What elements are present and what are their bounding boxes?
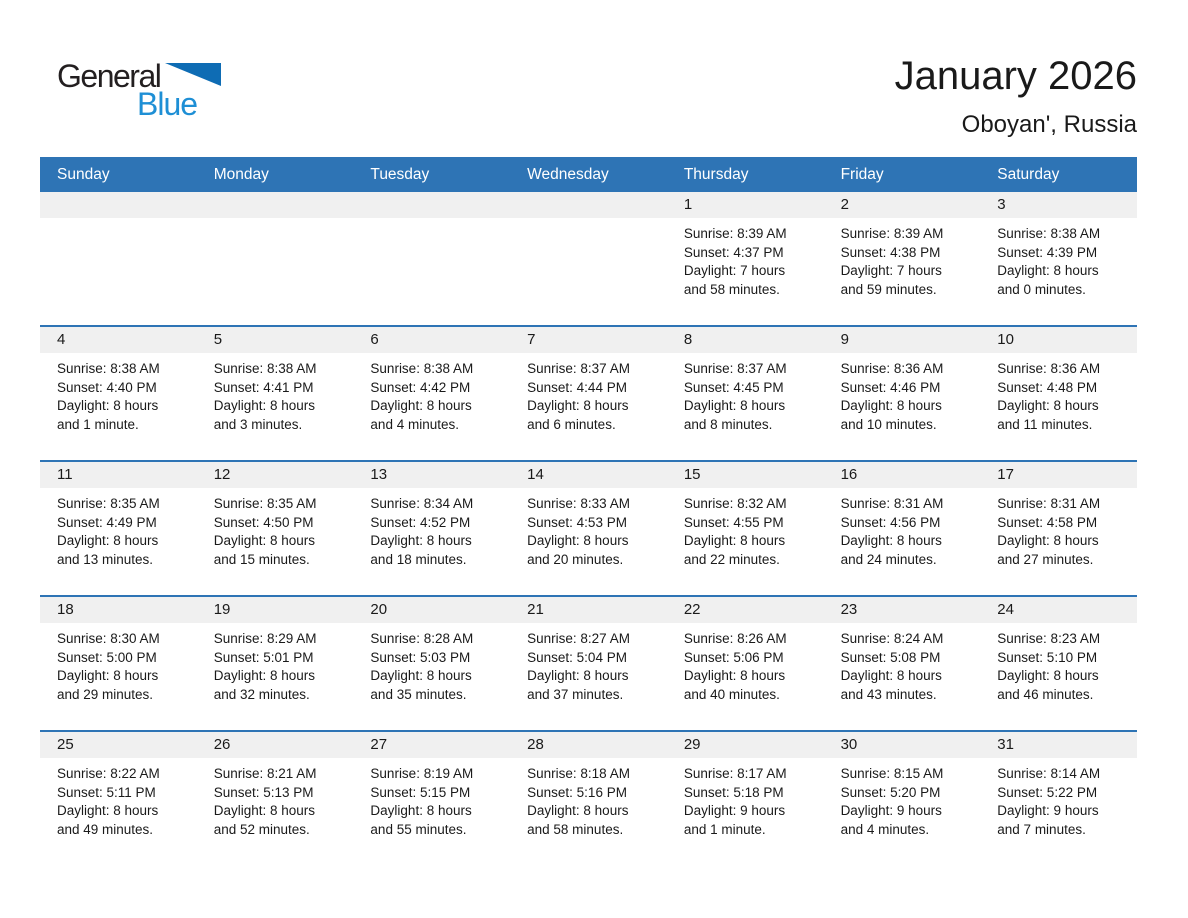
sunrise-line: Sunrise: 8:35 AM [213, 496, 317, 511]
day-cell-body [510, 623, 667, 704]
sunrise-line: Sunrise: 8:31 AM [997, 496, 1101, 511]
weekday-header-saturday: Saturday [997, 165, 1060, 183]
day-number-band [510, 597, 667, 623]
day-number-band [824, 732, 981, 758]
daylight-hours-line: Daylight: 8 hours [683, 398, 786, 413]
daylight-hours-line: Daylight: 8 hours [840, 398, 942, 413]
day-cell-21 [510, 597, 667, 730]
sunrise-line: Sunrise: 8:17 AM [683, 766, 787, 781]
day-cell-body [40, 488, 197, 569]
day-cell-body [667, 758, 824, 839]
daylight-minutes-line: and 58 minutes. [527, 821, 624, 837]
daylight-minutes-line: and 46 minutes. [997, 686, 1094, 702]
day-cell-26 [197, 732, 354, 865]
day-cell-empty [40, 192, 197, 325]
daylight-hours-line: Daylight: 8 hours [57, 398, 159, 413]
sunset-line: Sunset: 5:22 PM [997, 784, 1098, 800]
sunrise-line: Sunrise: 8:34 AM [370, 496, 474, 511]
sunrise-line: Sunrise: 8:22 AM [57, 766, 160, 781]
day-number-band [40, 192, 197, 218]
daylight-hours-line: Daylight: 8 hours [527, 533, 629, 548]
daylight-minutes-line: and 52 minutes. [213, 821, 310, 837]
daylight-minutes-line: and 0 minutes. [997, 281, 1086, 297]
daylight-minutes-line: and 7 minutes. [997, 821, 1086, 837]
weekday-header-tuesday: Tuesday [370, 165, 430, 183]
daylight-hours-line: Daylight: 8 hours [527, 398, 629, 413]
daylight-minutes-line: and 37 minutes. [527, 686, 624, 702]
day-cell-empty [510, 192, 667, 325]
sunset-line: Sunset: 4:48 PM [997, 379, 1098, 395]
daylight-minutes-line: and 1 minute. [57, 416, 139, 432]
daylight-hours-line: Daylight: 8 hours [57, 668, 159, 683]
day-number-band [353, 462, 510, 488]
sunset-line: Sunset: 5:10 PM [997, 649, 1098, 665]
day-number: 27 [370, 736, 388, 753]
daylight-hours-line: Daylight: 8 hours [997, 668, 1099, 683]
week-row-2 [40, 325, 1137, 460]
daylight-minutes-line: and 1 minute. [683, 821, 766, 837]
day-cell-body [824, 758, 981, 839]
daylight-hours-line: Daylight: 8 hours [527, 668, 629, 683]
sunrise-line: Sunrise: 8:15 AM [840, 766, 944, 781]
daylight-hours-line: Daylight: 8 hours [683, 668, 786, 683]
sunrise-line: Sunrise: 8:37 AM [683, 361, 787, 376]
daylight-hours-line: Daylight: 8 hours [683, 533, 786, 548]
daylight-hours-line: Daylight: 8 hours [213, 398, 316, 413]
day-number: 8 [683, 331, 693, 348]
sunrise-line: Sunrise: 8:19 AM [370, 766, 474, 781]
daylight-minutes-line: and 3 minutes. [213, 416, 303, 432]
sunset-line: Sunset: 4:53 PM [527, 514, 627, 530]
sunset-line: Sunset: 4:41 PM [213, 379, 314, 395]
day-number: 25 [57, 736, 74, 753]
daylight-minutes-line: and 43 minutes. [840, 686, 937, 702]
day-number: 23 [840, 601, 858, 618]
sunset-line: Sunset: 4:38 PM [840, 244, 941, 260]
daylight-hours-line: Daylight: 8 hours [840, 533, 942, 548]
day-number-band [353, 732, 510, 758]
week-row-4 [40, 595, 1137, 730]
sunrise-line: Sunrise: 8:31 AM [840, 496, 944, 511]
day-cell-body [667, 623, 824, 704]
day-cell-body [980, 758, 1137, 839]
day-number-band [353, 192, 510, 218]
daylight-minutes-line: and 18 minutes. [370, 551, 467, 567]
daylight-hours-line: Daylight: 9 hours [840, 803, 942, 818]
day-number: 2 [840, 196, 849, 213]
day-cell-24 [980, 597, 1137, 730]
day-cell-body [353, 488, 510, 569]
day-number-band [824, 462, 981, 488]
day-cell-16 [824, 462, 981, 595]
daylight-hours-line: Daylight: 8 hours [370, 533, 472, 548]
sunset-line: Sunset: 5:04 PM [527, 649, 627, 665]
day-number: 12 [213, 466, 231, 483]
day-cell-22 [667, 597, 824, 730]
sunset-line: Sunset: 5:06 PM [683, 649, 784, 665]
daylight-hours-line: Daylight: 8 hours [997, 533, 1099, 548]
sunset-line: Sunset: 4:40 PM [57, 379, 157, 395]
daylight-minutes-line: and 49 minutes. [57, 821, 154, 837]
day-number-band [667, 192, 824, 218]
day-number: 16 [840, 466, 858, 483]
daylight-minutes-line: and 6 minutes. [527, 416, 616, 432]
day-cell-19 [197, 597, 354, 730]
sunset-line: Sunset: 5:01 PM [213, 649, 314, 665]
weekday-header-wednesday: Wednesday [527, 165, 609, 183]
daylight-hours-line: Daylight: 8 hours [57, 533, 159, 548]
week-row-1 [40, 192, 1137, 325]
daylight-minutes-line: and 15 minutes. [213, 551, 310, 567]
day-cell-17 [980, 462, 1137, 595]
sunrise-line: Sunrise: 8:38 AM [370, 361, 474, 376]
title-block [895, 54, 1137, 139]
daylight-hours-line: Daylight: 8 hours [527, 803, 629, 818]
sunset-line: Sunset: 4:49 PM [57, 514, 157, 530]
day-number-band [824, 597, 981, 623]
day-number: 1 [683, 196, 693, 213]
day-number: 11 [57, 466, 73, 483]
day-number-band [980, 597, 1137, 623]
day-number-band [980, 462, 1137, 488]
daylight-hours-line: Daylight: 8 hours [213, 803, 316, 818]
sunset-line: Sunset: 4:58 PM [997, 514, 1098, 530]
day-number: 31 [997, 736, 1014, 753]
day-number: 28 [527, 736, 544, 753]
daylight-minutes-line: and 22 minutes. [683, 551, 780, 567]
day-cell-31 [980, 732, 1137, 865]
daylight-minutes-line: and 8 minutes. [683, 416, 773, 432]
sunrise-line: Sunrise: 8:36 AM [997, 361, 1101, 376]
day-number-band [353, 597, 510, 623]
page-title: January 2026 [894, 54, 1137, 98]
day-cell-25 [40, 732, 197, 865]
day-number: 5 [213, 331, 223, 348]
daylight-minutes-line: and 27 minutes. [997, 551, 1094, 567]
day-cell-11 [40, 462, 197, 595]
daylight-minutes-line: and 10 minutes. [840, 416, 937, 432]
calendar-body [40, 192, 1137, 865]
sunset-line: Sunset: 5:16 PM [527, 784, 627, 800]
day-number-band [197, 462, 354, 488]
day-number-band [667, 597, 824, 623]
day-number: 9 [840, 331, 849, 348]
day-cell-8 [667, 327, 824, 460]
day-number-band [667, 732, 824, 758]
day-number: 26 [213, 736, 231, 753]
day-cell-body [353, 758, 510, 839]
day-cell-1 [667, 192, 824, 325]
day-cell-body [667, 353, 824, 434]
daylight-minutes-line: and 13 minutes. [57, 551, 154, 567]
sunrise-line: Sunrise: 8:26 AM [683, 631, 787, 646]
page-subtitle: Oboyan', Russia [961, 111, 1137, 138]
day-cell-9 [824, 327, 981, 460]
day-cell-13 [353, 462, 510, 595]
day-number-band [353, 327, 510, 353]
sunrise-line: Sunrise: 8:21 AM [213, 766, 317, 781]
sunrise-line: Sunrise: 8:39 AM [840, 226, 944, 241]
sunset-line: Sunset: 4:37 PM [683, 244, 784, 260]
day-cell-28 [510, 732, 667, 865]
day-cell-body [197, 353, 354, 434]
day-cell-body [980, 623, 1137, 704]
day-cell-body [353, 623, 510, 704]
day-cell-empty [353, 192, 510, 325]
daylight-minutes-line: and 40 minutes. [683, 686, 780, 702]
logo-text-general: General [57, 58, 161, 94]
day-number-band [197, 597, 354, 623]
day-cell-20 [353, 597, 510, 730]
day-cell-27 [353, 732, 510, 865]
daylight-minutes-line: and 58 minutes. [683, 281, 780, 297]
day-cell-29 [667, 732, 824, 865]
logo-text-blue: Blue [137, 86, 198, 122]
daylight-minutes-line: and 59 minutes. [840, 281, 937, 297]
day-number: 6 [370, 331, 379, 348]
day-cell-body [667, 488, 824, 569]
sunset-line: Sunset: 5:03 PM [370, 649, 471, 665]
daylight-hours-line: Daylight: 8 hours [370, 668, 472, 683]
daylight-minutes-line: and 11 minutes. [997, 416, 1093, 432]
day-cell-body [824, 218, 981, 299]
day-number: 22 [683, 601, 701, 618]
sunrise-line: Sunrise: 8:18 AM [527, 766, 630, 781]
day-cell-body [197, 623, 354, 704]
day-number-band [197, 327, 354, 353]
day-cell-12 [197, 462, 354, 595]
weekday-header-sunday: Sunday [57, 165, 110, 183]
daylight-minutes-line: and 4 minutes. [840, 821, 930, 837]
weekday-header-thursday: Thursday [683, 165, 749, 183]
sunset-line: Sunset: 4:44 PM [527, 379, 627, 395]
day-cell-body [40, 758, 197, 839]
week-row-5 [40, 730, 1137, 865]
day-number: 10 [997, 331, 1014, 348]
day-cell-6 [353, 327, 510, 460]
daylight-minutes-line: and 35 minutes. [370, 686, 467, 702]
daylight-hours-line: Daylight: 8 hours [213, 668, 316, 683]
day-cell-body [353, 353, 510, 434]
sunrise-line: Sunrise: 8:38 AM [57, 361, 160, 376]
daylight-hours-line: Daylight: 8 hours [997, 398, 1099, 413]
day-cell-2 [824, 192, 981, 325]
day-number-band [667, 462, 824, 488]
day-cell-23 [824, 597, 981, 730]
day-cell-empty [197, 192, 354, 325]
daylight-hours-line: Daylight: 8 hours [370, 803, 472, 818]
day-number-band [980, 327, 1137, 353]
day-number: 20 [370, 601, 388, 618]
daylight-minutes-line: and 55 minutes. [370, 821, 467, 837]
general-blue-logo [57, 60, 221, 120]
day-cell-body [667, 218, 824, 299]
daylight-hours-line: Daylight: 7 hours [683, 263, 786, 278]
day-number: 18 [57, 601, 74, 618]
day-number-band [197, 732, 354, 758]
day-cell-3 [980, 192, 1137, 325]
sunset-line: Sunset: 4:42 PM [370, 379, 471, 395]
daylight-hours-line: Daylight: 8 hours [997, 263, 1099, 278]
sunrise-line: Sunrise: 8:27 AM [527, 631, 630, 646]
sunrise-line: Sunrise: 8:35 AM [57, 496, 160, 511]
day-number-band [197, 192, 354, 218]
sunset-line: Sunset: 4:56 PM [840, 514, 941, 530]
sunrise-line: Sunrise: 8:38 AM [997, 226, 1101, 241]
sunset-line: Sunset: 4:45 PM [683, 379, 784, 395]
day-number: 30 [840, 736, 858, 753]
daylight-hours-line: Daylight: 8 hours [840, 668, 942, 683]
daylight-hours-line: Daylight: 7 hours [840, 263, 942, 278]
day-number: 3 [997, 196, 1006, 213]
sunrise-line: Sunrise: 8:28 AM [370, 631, 474, 646]
day-cell-body [510, 353, 667, 434]
day-cell-18 [40, 597, 197, 730]
weekday-header-row [40, 157, 1137, 192]
day-cell-body [510, 488, 667, 569]
daylight-minutes-line: and 29 minutes. [57, 686, 154, 702]
sunset-line: Sunset: 4:55 PM [683, 514, 784, 530]
day-number: 7 [527, 331, 536, 348]
day-cell-body [40, 353, 197, 434]
day-cell-body [980, 353, 1137, 434]
sunset-line: Sunset: 5:20 PM [840, 784, 941, 800]
day-cell-body [824, 353, 981, 434]
day-number-band [667, 327, 824, 353]
day-number: 21 [527, 601, 544, 618]
day-cell-body [40, 623, 197, 704]
sunrise-line: Sunrise: 8:23 AM [997, 631, 1101, 646]
day-cell-30 [824, 732, 981, 865]
daylight-minutes-line: and 24 minutes. [840, 551, 937, 567]
calendar-table [40, 157, 1137, 865]
daylight-minutes-line: and 20 minutes. [527, 551, 624, 567]
sunrise-line: Sunrise: 8:24 AM [840, 631, 944, 646]
sunset-line: Sunset: 4:50 PM [213, 514, 314, 530]
day-number-band [40, 327, 197, 353]
day-number: 15 [683, 466, 701, 483]
day-number: 14 [527, 466, 544, 483]
day-number: 17 [997, 466, 1014, 483]
sunset-line: Sunset: 5:11 PM [57, 784, 156, 800]
day-number-band [824, 192, 981, 218]
day-number: 13 [370, 466, 388, 483]
day-number-band [510, 192, 667, 218]
daylight-hours-line: Daylight: 8 hours [213, 533, 316, 548]
day-number-band [980, 192, 1137, 218]
day-number-band [510, 732, 667, 758]
day-number-band [510, 462, 667, 488]
daylight-minutes-line: and 4 minutes. [370, 416, 459, 432]
sunset-line: Sunset: 5:00 PM [57, 649, 157, 665]
sunrise-line: Sunrise: 8:36 AM [840, 361, 944, 376]
daylight-hours-line: Daylight: 9 hours [683, 803, 786, 818]
day-number: 24 [997, 601, 1014, 618]
sunset-line: Sunset: 5:13 PM [213, 784, 314, 800]
sunrise-line: Sunrise: 8:29 AM [213, 631, 317, 646]
sunset-line: Sunset: 5:08 PM [840, 649, 941, 665]
sunrise-line: Sunrise: 8:38 AM [213, 361, 317, 376]
sunrise-line: Sunrise: 8:39 AM [683, 226, 787, 241]
day-number-band [980, 732, 1137, 758]
sunrise-line: Sunrise: 8:37 AM [527, 361, 630, 376]
day-cell-body [980, 488, 1137, 569]
day-cell-body [197, 488, 354, 569]
day-cell-body [510, 758, 667, 839]
day-number-band [824, 327, 981, 353]
sunset-line: Sunset: 4:39 PM [997, 244, 1098, 260]
daylight-minutes-line: and 32 minutes. [213, 686, 310, 702]
day-number-band [40, 732, 197, 758]
sunrise-line: Sunrise: 8:32 AM [683, 496, 787, 511]
day-cell-7 [510, 327, 667, 460]
day-cell-body [824, 488, 981, 569]
logo-triangle-icon [165, 63, 221, 86]
sunset-line: Sunset: 5:18 PM [683, 784, 784, 800]
daylight-hours-line: Daylight: 8 hours [370, 398, 472, 413]
daylight-hours-line: Daylight: 8 hours [57, 803, 159, 818]
sunrise-line: Sunrise: 8:30 AM [57, 631, 160, 646]
weekday-header-monday: Monday [213, 165, 269, 183]
sunset-line: Sunset: 5:15 PM [370, 784, 471, 800]
day-cell-body [980, 218, 1137, 299]
day-number: 19 [213, 601, 231, 618]
day-cell-body [824, 623, 981, 704]
week-row-3 [40, 460, 1137, 595]
day-number: 4 [57, 331, 66, 348]
day-number-band [40, 462, 197, 488]
day-number: 29 [683, 736, 701, 753]
day-number-band [510, 327, 667, 353]
daylight-hours-line: Daylight: 9 hours [997, 803, 1099, 818]
sunset-line: Sunset: 4:46 PM [840, 379, 941, 395]
day-cell-body [197, 758, 354, 839]
sunrise-line: Sunrise: 8:14 AM [997, 766, 1101, 781]
day-cell-5 [197, 327, 354, 460]
day-cell-4 [40, 327, 197, 460]
day-cell-14 [510, 462, 667, 595]
weekday-header-friday: Friday [840, 165, 884, 183]
day-cell-15 [667, 462, 824, 595]
day-cell-10 [980, 327, 1137, 460]
sunset-line: Sunset: 4:52 PM [370, 514, 471, 530]
sunrise-line: Sunrise: 8:33 AM [527, 496, 630, 511]
day-number-band [40, 597, 197, 623]
